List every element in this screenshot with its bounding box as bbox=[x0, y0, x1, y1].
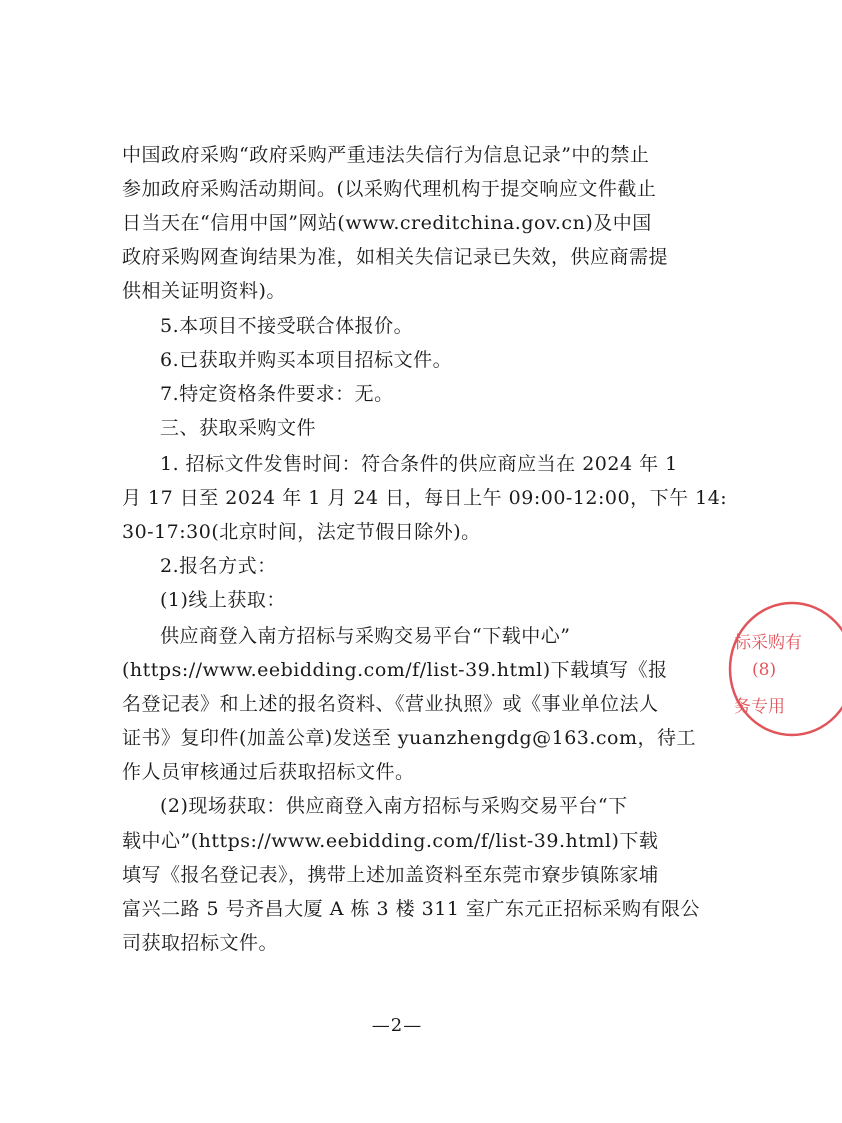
onsite-line-5: 司获取招标文件。 bbox=[122, 932, 279, 954]
seal-text-number: (8) bbox=[752, 660, 777, 680]
section-heading-3: 三、获取采购文件 bbox=[160, 417, 317, 439]
page-number: —2— bbox=[371, 1015, 423, 1036]
onsite-line-4: 富兴二路 5 号齐昌大厦 A 栋 3 楼 311 室广东元正招标采购有限公 bbox=[122, 898, 700, 920]
online-line-5: 作人员审核通过后获取招标文件。 bbox=[122, 761, 415, 783]
sale-time-line-3: 30-17:30(北京时间，法定节假日除外)。 bbox=[122, 521, 481, 543]
official-seal-icon bbox=[722, 598, 842, 740]
seal-text-top: 标采购有 bbox=[734, 633, 802, 653]
sale-time-line-1: 1. 招标文件发售时间：符合条件的供应商应当在 2024 年 1 bbox=[160, 453, 678, 475]
text-line-4: 政府采购网查询结果为准，如相关失信记录已失效，供应商需提 bbox=[122, 246, 669, 268]
registration-method: 2.报名方式： bbox=[160, 555, 277, 577]
item-7: 7.特定资格条件要求：无。 bbox=[160, 383, 394, 405]
online-heading: (1)线上获取： bbox=[160, 589, 286, 611]
online-line-3: 名登记表》和上述的报名资料、《营业执照》或《事业单位法人 bbox=[122, 693, 659, 715]
onsite-line-3: 填写《报名登记表》，携带上述加盖资料至东莞市寮步镇陈家埔 bbox=[122, 864, 659, 886]
text-line-1: 中国政府采购“政府采购严重违法失信行为信息记录”中的禁止 bbox=[122, 144, 650, 166]
online-line-4: 证书》复印件(加盖公章)发送至 yuanzhengdg@163.com，待工 bbox=[122, 727, 697, 749]
online-line-2: (https://www.eebidding.com/f/list-39.html)下载填写《报 bbox=[122, 659, 668, 681]
text-line-3: 日当天在“信用中国”网站(www.creditchina.gov.cn)及中国 bbox=[122, 212, 652, 234]
text-line-2: 参加政府采购活动期间。(以采购代理机构于提交响应文件截止 bbox=[122, 178, 657, 200]
item-5: 5.本项目不接受联合体报价。 bbox=[160, 315, 414, 337]
onsite-line-2: 载中心”(https://www.eebidding.com/f/list-39.html)下载 bbox=[122, 830, 659, 852]
onsite-line-1: (2)现场获取：供应商登入南方招标与采购交易平台“下 bbox=[160, 795, 628, 817]
text-line-5: 供相关证明资料)。 bbox=[122, 280, 286, 302]
sale-time-line-2: 月 17 日至 2024 年 1 月 24 日，每日上午 09:00-12:00，下午 14: bbox=[122, 487, 728, 509]
seal-text-bottom: 务专用 bbox=[734, 697, 785, 717]
online-line-1: 供应商登入南方招标与采购交易平台“下载中心” bbox=[160, 625, 571, 647]
item-6: 6.已获取并购买本项目招标文件。 bbox=[160, 349, 453, 371]
